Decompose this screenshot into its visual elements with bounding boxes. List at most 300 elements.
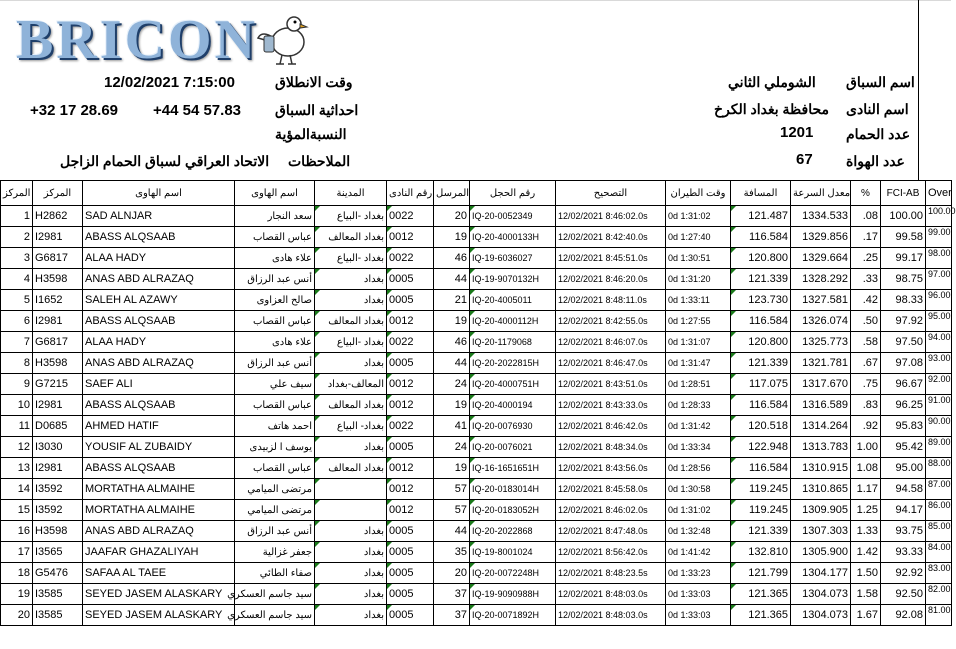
fancier-name-en-cell: MORTATHA ALMAIHE [83,500,235,521]
rank-cell: 2 [1,227,33,248]
fancier-name-en-cell: SEYED JASEM ALASKARY [83,584,235,605]
fci-ab-cell: 96.67 [881,374,926,395]
percent-cell: 1.17 [851,479,881,500]
fancier-name-en-cell: ABASS ALQSAAB [83,227,235,248]
code-cell: G5476 [33,563,83,584]
city-cell: بغداد -البياع [315,248,387,269]
sent-count-cell: 44 [434,269,470,290]
fci-ab-cell: 99.17 [881,248,926,269]
fci-ab-cell: 93.33 [881,542,926,563]
club-number-cell: 0012 [387,395,434,416]
percent-cell: .08 [851,206,881,227]
fancier-name-ar-cell: أنس عبد الرزاق [235,521,315,542]
flight-time-cell: 0d 1:27:55 [666,311,731,332]
correction-cell: 12/02/2021 8:48:23.5s [556,563,666,584]
correction-cell: 12/02/2021 8:47:48.0s [556,521,666,542]
ring-number-cell: IQ-16-1651651H [470,458,556,479]
city-cell: بغداد [315,584,387,605]
correction-cell: 12/02/2021 8:45:58.0s [556,479,666,500]
percent-cell: 1.58 [851,584,881,605]
speed-cell: 1304.073 [791,605,851,626]
over-cell: 89.00 [926,437,952,458]
fancier-name-en-cell: SALEH AL AZAWY [83,290,235,311]
city-cell: بغداد المعالف [315,311,387,332]
col-header-fci-ab: FCI-AB [881,181,926,206]
ring-number-cell: IQ-19-8001024 [470,542,556,563]
col-header-over: Over [926,181,952,206]
bricon-logo [10,6,310,72]
fancier-name-en-cell: ALAA HADY [83,332,235,353]
club-number-cell: 0005 [387,542,434,563]
table-row [1,332,952,353]
table-row [1,584,952,605]
ring-number-cell: IQ-20-2022815H [470,353,556,374]
code-cell: I3585 [33,605,83,626]
percent-cell: .50 [851,311,881,332]
fancier-name-ar-cell: جعفر غزالية [235,542,315,563]
table-row [1,521,952,542]
rank-cell: 17 [1,542,33,563]
correction-cell: 12/02/2021 8:46:20.0s [556,269,666,290]
sent-count-cell: 37 [434,605,470,626]
distance-cell: 119.245 [731,479,791,500]
rank-cell: 15 [1,500,33,521]
table-row [1,206,952,227]
code-cell: I2981 [33,458,83,479]
fancier-name-ar-cell: عباس القصاب [235,311,315,332]
city-cell: بغداد -البياع [315,206,387,227]
percent-cell: 1.33 [851,521,881,542]
fancier-name-en-cell: SAEF ALI [83,374,235,395]
club-number-cell: 0005 [387,605,434,626]
fancier-name-ar-cell: عباس القصاب [235,458,315,479]
code-cell: G6817 [33,332,83,353]
fci-ab-cell: 92.92 [881,563,926,584]
correction-cell: 12/02/2021 8:42:40.0s [556,227,666,248]
rank-cell: 6 [1,311,33,332]
coords-longitude: +44 54 57.83 [153,102,242,119]
club-number-cell: 0005 [387,563,434,584]
rank-cell: 18 [1,563,33,584]
pigeon-mascot-icon [254,8,310,68]
fancier-name-en-cell: SAFAA AL TAEE [83,563,235,584]
logo-wordmark: BRICON [16,9,259,71]
sent-count-cell: 44 [434,353,470,374]
flight-time-cell: 0d 1:28:51 [666,374,731,395]
rank-cell: 4 [1,269,33,290]
correction-cell: 12/02/2021 8:43:51.0s [556,374,666,395]
table-row [1,542,952,563]
city-cell: بغداد [315,542,387,563]
flight-time-cell: 0d 1:30:51 [666,248,731,269]
correction-cell: 12/02/2021 8:56:42.0s [556,542,666,563]
club-number-cell: 0022 [387,248,434,269]
correction-cell: 12/02/2021 8:42:55.0s [556,311,666,332]
percent-label: النسبةالمؤية [275,126,347,142]
fancier-name-ar-cell: يوسف ا لزبيدى [235,437,315,458]
club-number-cell: 0012 [387,311,434,332]
speed-cell: 1334.533 [791,206,851,227]
over-cell: 90.00 [926,416,952,437]
pigeon-count-label: عدد الحمام [846,126,911,142]
club-name-value: محافظة بغداد الكرخ [714,101,830,117]
correction-cell: 12/02/2021 8:46:07.0s [556,332,666,353]
percent-cell: .67 [851,353,881,374]
fci-ab-cell: 97.08 [881,353,926,374]
over-cell: 81.00 [926,605,952,626]
distance-cell: 121.365 [731,605,791,626]
fancier-name-ar-cell: عباس القصاب [235,227,315,248]
table-row [1,437,952,458]
sent-count-cell: 57 [434,500,470,521]
correction-cell: 12/02/2021 8:48:34.0s [556,437,666,458]
col-header-sent: المرسل [434,181,470,206]
ring-number-cell: IQ-20-0076930 [470,416,556,437]
over-cell: 88.00 [926,458,952,479]
code-cell: I2981 [33,227,83,248]
table-row [1,416,952,437]
fancier-count-value: 67 [796,151,813,168]
flight-time-cell: 0d 1:27:40 [666,227,731,248]
fancier-name-en-cell: ABASS ALQSAAB [83,458,235,479]
sent-count-cell: 19 [434,458,470,479]
sent-count-cell: 24 [434,374,470,395]
distance-cell: 119.245 [731,500,791,521]
code-cell: H3598 [33,521,83,542]
race-name-label: اسم السباق [846,74,915,90]
ring-number-cell: IQ-20-4005011 [470,290,556,311]
club-number-cell: 0005 [387,437,434,458]
flight-time-cell: 0d 1:28:33 [666,395,731,416]
table-row [1,353,952,374]
speed-cell: 1329.664 [791,248,851,269]
ring-number-cell: IQ-20-4000133H [470,227,556,248]
speed-cell: 1329.856 [791,227,851,248]
flight-time-cell: 0d 1:31:42 [666,416,731,437]
ring-number-cell: IQ-20-4000194 [470,395,556,416]
city-cell [315,479,387,500]
ring-number-cell: IQ-20-0072248H [470,563,556,584]
percent-cell: 1.08 [851,458,881,479]
rank-cell: 5 [1,290,33,311]
ring-number-cell: IQ-19-6036027 [470,248,556,269]
page-break-line [918,0,919,180]
table-row [1,479,952,500]
ring-number-cell: IQ-20-0183014H [470,479,556,500]
club-number-cell: 0005 [387,290,434,311]
fci-ab-cell: 96.25 [881,395,926,416]
ring-number-cell: IQ-19-9070132H [470,269,556,290]
club-number-cell: 0012 [387,374,434,395]
fancier-name-en-cell: ANAS ABD ALRAZAQ [83,269,235,290]
col-header-ring-number: رقم الحجل [470,181,556,206]
club-number-cell: 0012 [387,479,434,500]
ring-number-cell: IQ-19-9090988H [470,584,556,605]
city-cell: بغداد [315,269,387,290]
distance-cell: 116.584 [731,227,791,248]
city-cell: بغداد -البياع [315,332,387,353]
flight-time-cell: 0d 1:32:48 [666,521,731,542]
code-cell: I1652 [33,290,83,311]
sent-count-cell: 19 [434,395,470,416]
over-cell: 83.00 [926,563,952,584]
rank-cell: 9 [1,374,33,395]
speed-cell: 1310.865 [791,479,851,500]
code-cell: I2981 [33,395,83,416]
code-cell: H2862 [33,206,83,227]
fancier-name-ar-cell: أنس عبد الرزاق [235,269,315,290]
race-name-value: الشوملي الثاني [728,74,816,90]
fci-ab-cell: 95.83 [881,416,926,437]
table-row [1,605,952,626]
club-number-cell: 0005 [387,584,434,605]
flight-time-cell: 0d 1:33:03 [666,584,731,605]
city-cell: بغداد [315,290,387,311]
over-cell: 91.00 [926,395,952,416]
fancier-name-en-cell: SAD ALNJAR [83,206,235,227]
city-cell: بغداد- البياع [315,416,387,437]
fancier-name-en-cell: ALAA HADY [83,248,235,269]
speed-cell: 1313.783 [791,437,851,458]
fancier-name-en-cell: ABASS ALQSAAB [83,395,235,416]
distance-cell: 121.339 [731,269,791,290]
code-cell: I3592 [33,479,83,500]
pigeon-count-value: 1201 [780,124,814,141]
distance-cell: 120.800 [731,332,791,353]
over-cell: 92.00 [926,374,952,395]
rank-cell: 20 [1,605,33,626]
fancier-name-ar-cell: سيد جاسم العسكري [235,584,315,605]
fancier-name-en-cell: YOUSIF AL ZUBAIDY [83,437,235,458]
city-cell: بغداد [315,521,387,542]
flight-time-cell: 0d 1:31:47 [666,353,731,374]
speed-cell: 1326.074 [791,311,851,332]
correction-cell: 12/02/2021 8:48:03.0s [556,605,666,626]
coords-label: احداثية السباق [275,102,359,118]
fancier-name-en-cell: SEYED JASEM ALASKARY [83,605,235,626]
fancier-name-en-cell: JAAFAR GHAZALIYAH [83,542,235,563]
fci-ab-cell: 92.50 [881,584,926,605]
percent-cell: 1.00 [851,437,881,458]
sent-count-cell: 21 [434,290,470,311]
fancier-name-en-cell: AHMED HATIF [83,416,235,437]
col-header-club-number: رقم النادى [387,181,434,206]
rank-cell: 7 [1,332,33,353]
correction-cell: 12/02/2021 8:46:02.0s [556,206,666,227]
notes-value: الاتحاد العراقي لسباق الحمام الزاجل [60,153,270,169]
percent-cell: .83 [851,395,881,416]
over-cell: 93.00 [926,353,952,374]
club-number-cell: 0022 [387,416,434,437]
table-row [1,248,952,269]
table-row [1,458,952,479]
sent-count-cell: 46 [434,248,470,269]
flight-time-cell: 0d 1:31:07 [666,332,731,353]
city-cell: بغداد [315,353,387,374]
speed-cell: 1325.773 [791,332,851,353]
distance-cell: 121.799 [731,563,791,584]
code-cell: D0685 [33,416,83,437]
distance-cell: 116.584 [731,311,791,332]
fci-ab-cell: 93.75 [881,521,926,542]
club-number-cell: 0012 [387,500,434,521]
correction-cell: 12/02/2021 8:43:56.0s [556,458,666,479]
fancier-name-ar-cell: مرتضى الميامي [235,500,315,521]
correction-cell: 12/02/2021 8:48:03.0s [556,584,666,605]
correction-cell: 12/02/2021 8:43:33.0s [556,395,666,416]
percent-cell: .58 [851,332,881,353]
fci-ab-cell: 95.42 [881,437,926,458]
fancier-name-ar-cell: علاء هادى [235,332,315,353]
fci-ab-cell: 94.17 [881,500,926,521]
rank-cell: 8 [1,353,33,374]
flight-time-cell: 0d 1:33:34 [666,437,731,458]
over-cell: 94.00 [926,332,952,353]
rank-cell: 19 [1,584,33,605]
city-cell [315,500,387,521]
table-header-row [1,181,952,206]
flight-time-cell: 0d 1:31:02 [666,206,731,227]
fancier-name-en-cell: ABASS ALQSAAB [83,311,235,332]
over-cell: 86.00 [926,500,952,521]
speed-cell: 1307.303 [791,521,851,542]
city-cell: بغداد المعالف [315,395,387,416]
sent-count-cell: 19 [434,311,470,332]
fancier-name-en-cell: ANAS ABD ALRAZAQ [83,353,235,374]
percent-cell: .25 [851,248,881,269]
over-cell: 95.00 [926,311,952,332]
fci-ab-cell: 97.50 [881,332,926,353]
club-name-label: اسم النادى [846,101,909,117]
distance-cell: 122.948 [731,437,791,458]
sent-count-cell: 24 [434,437,470,458]
speed-cell: 1305.900 [791,542,851,563]
over-cell: 96.00 [926,290,952,311]
flight-time-cell: 0d 1:30:58 [666,479,731,500]
city-cell: بغداد المعالف [315,227,387,248]
col-header-fancier-ar: اسم الهاوى [235,181,315,206]
flight-time-cell: 0d 1:41:42 [666,542,731,563]
city-cell: بغداد المعالف [315,458,387,479]
speed-cell: 1314.264 [791,416,851,437]
code-cell: I3030 [33,437,83,458]
distance-cell: 121.487 [731,206,791,227]
sent-count-cell: 57 [434,479,470,500]
speed-cell: 1304.073 [791,584,851,605]
code-cell: I2981 [33,311,83,332]
table-row [1,269,952,290]
flight-time-cell: 0d 1:28:56 [666,458,731,479]
percent-cell: .42 [851,290,881,311]
percent-cell: 1.25 [851,500,881,521]
distance-cell: 121.339 [731,521,791,542]
col-header-fancier-en: اسم الهاوى [83,181,235,206]
distance-cell: 120.518 [731,416,791,437]
distance-cell: 121.365 [731,584,791,605]
speed-cell: 1328.292 [791,269,851,290]
percent-cell: .17 [851,227,881,248]
col-header-rank: المركز [1,181,33,206]
fci-ab-cell: 92.08 [881,605,926,626]
over-cell: 97.00 [926,269,952,290]
city-cell: بغداد [315,563,387,584]
club-number-cell: 0005 [387,269,434,290]
table-row [1,563,952,584]
ring-number-cell: IQ-20-4000112H [470,311,556,332]
fancier-name-ar-cell: سيد جاسم العسكري [235,605,315,626]
percent-cell: .92 [851,416,881,437]
sent-count-cell: 37 [434,584,470,605]
sent-count-cell: 20 [434,563,470,584]
sent-count-cell: 35 [434,542,470,563]
code-cell: I3592 [33,500,83,521]
fancier-name-ar-cell: سيف علي [235,374,315,395]
code-cell: G7215 [33,374,83,395]
speed-cell: 1317.670 [791,374,851,395]
table-row [1,395,952,416]
flight-time-cell: 0d 1:31:20 [666,269,731,290]
sent-count-cell: 46 [434,332,470,353]
results-table [0,180,956,626]
flight-time-cell: 0d 1:33:03 [666,605,731,626]
ring-number-cell: IQ-20-2022868 [470,521,556,542]
percent-cell: .75 [851,374,881,395]
table-row [1,227,952,248]
fancier-name-ar-cell: صالح العزاوى [235,290,315,311]
correction-cell: 12/02/2021 8:46:47.0s [556,353,666,374]
fci-ab-cell: 98.75 [881,269,926,290]
code-cell: G6817 [33,248,83,269]
correction-cell: 12/02/2021 8:46:42.0s [556,416,666,437]
fancier-name-ar-cell: علاء هادى [235,248,315,269]
city-cell: بغداد [315,437,387,458]
over-cell: 82.00 [926,584,952,605]
club-number-cell: 0022 [387,206,434,227]
sent-count-cell: 19 [434,227,470,248]
percent-cell: .33 [851,269,881,290]
correction-cell: 12/02/2021 8:45:51.0s [556,248,666,269]
over-cell: 100.00 [926,206,952,227]
sent-count-cell: 44 [434,521,470,542]
club-number-cell: 0005 [387,521,434,542]
ring-number-cell: IQ-20-0183052H [470,500,556,521]
speed-cell: 1309.905 [791,500,851,521]
col-header-flight-time: وقت الطيران [666,181,731,206]
ring-number-cell: IQ-20-4000751H [470,374,556,395]
code-cell: H3598 [33,353,83,374]
fci-ab-cell: 100.00 [881,206,926,227]
code-cell: I3565 [33,542,83,563]
fci-ab-cell: 99.58 [881,227,926,248]
city-cell: المعالف-بغداد [315,374,387,395]
city-cell: بغداد [315,605,387,626]
col-header-city: المدينة [315,181,387,206]
rank-cell: 16 [1,521,33,542]
club-number-cell: 0012 [387,458,434,479]
speed-cell: 1321.781 [791,353,851,374]
sheet-top-gridline [0,0,951,1]
ring-number-cell: IQ-20-0071892H [470,605,556,626]
table-row [1,290,952,311]
flight-time-cell: 0d 1:33:11 [666,290,731,311]
release-time-value: 12/02/2021 7:15:00 [104,74,235,91]
rank-cell: 13 [1,458,33,479]
flight-time-cell: 0d 1:31:02 [666,500,731,521]
club-number-cell: 0012 [387,227,434,248]
flight-time-cell: 0d 1:33:23 [666,563,731,584]
sent-count-cell: 41 [434,416,470,437]
sent-count-cell: 20 [434,206,470,227]
